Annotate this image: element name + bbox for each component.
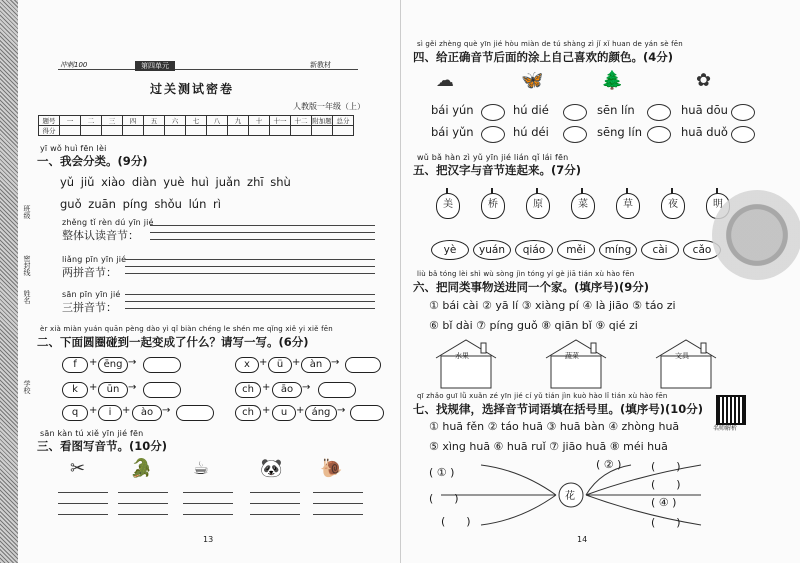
qr-code[interactable] bbox=[716, 395, 746, 425]
q6-options-line2: ⑥ bǐ dài ⑦ píng guǒ ⑧ qiān bǐ ⑨ qié zi bbox=[429, 319, 638, 332]
q1-pinyin: yī wǒ huì fēn lèi bbox=[40, 144, 107, 153]
syllable-oval[interactable]: cǎo bbox=[683, 240, 721, 260]
score-table-header: 九 bbox=[228, 116, 249, 126]
writing-line[interactable] bbox=[118, 514, 168, 515]
q4-syllable: hú dié bbox=[513, 103, 549, 117]
score-table-header: 题号 bbox=[39, 116, 60, 126]
score-cell[interactable] bbox=[60, 126, 81, 136]
syllable-oval[interactable]: míng bbox=[599, 240, 637, 260]
house-box[interactable] bbox=[541, 338, 611, 390]
writing-line[interactable] bbox=[118, 503, 168, 504]
q7-title: 七、找规律，选择音节词语填在括号里。(填序号)(10分) bbox=[413, 402, 704, 416]
q2-circle: ēng bbox=[98, 357, 128, 373]
score-cell[interactable] bbox=[123, 126, 144, 136]
house-label: 蔬菜 bbox=[565, 352, 579, 360]
score-table-header: 七 bbox=[186, 116, 207, 126]
writing-line[interactable] bbox=[250, 492, 300, 493]
score-table-header: 附加题 bbox=[312, 117, 332, 125]
q2-circle: āo bbox=[272, 382, 302, 398]
score-table-header: 总分 bbox=[333, 116, 354, 126]
binding-label-name: 姓名 bbox=[23, 290, 31, 304]
score-cell[interactable] bbox=[186, 126, 207, 136]
q7-blank[interactable]: ( ) bbox=[441, 515, 471, 528]
flower-icon: ✿ bbox=[696, 70, 712, 91]
seal-stamp bbox=[712, 190, 800, 280]
edition-label: 新教材 bbox=[310, 61, 331, 69]
writing-line[interactable] bbox=[58, 514, 108, 515]
q6-title: 六、把同类事物送进同一个家。(填序号)(9分) bbox=[413, 280, 650, 294]
q7-blank[interactable]: ( ) bbox=[651, 478, 681, 491]
syllable-oval[interactable]: měi bbox=[557, 240, 595, 260]
house-box[interactable] bbox=[651, 338, 721, 390]
syllable-oval[interactable]: yuán bbox=[473, 240, 511, 260]
q4-pinyin: sì gěi zhèng què yīn jié hòu miàn de tú shàng zì jǐ xǐ huan de yán sè fēn bbox=[417, 40, 683, 48]
q4-syllable: bái yǔn bbox=[431, 125, 474, 139]
apple-char[interactable]: 夜 bbox=[661, 193, 685, 219]
score-table-header: 十一 bbox=[270, 116, 291, 126]
syllable-oval[interactable]: cài bbox=[641, 240, 679, 260]
q2-circle: ūn bbox=[98, 382, 128, 398]
q7-options-line1: ① huā fěn ② táo huā ③ huā bàn ④ zhòng huā bbox=[429, 420, 680, 433]
q2-answer-blank[interactable] bbox=[176, 405, 214, 421]
writing-line[interactable] bbox=[313, 503, 363, 504]
house-label: 文具 bbox=[675, 352, 689, 360]
q1-cat1-pinyin: zhěng tǐ rèn dú yīn jié bbox=[62, 218, 154, 227]
score-cell[interactable] bbox=[165, 126, 186, 136]
binding-label-school: 学校 bbox=[23, 380, 31, 394]
writing-line[interactable] bbox=[313, 492, 363, 493]
unit-label: 第四单元 bbox=[135, 61, 175, 71]
q6-pinyin: liù bǎ tóng lèi shì wù sòng jìn tóng yí gè jiā tián xù hào fēn bbox=[417, 270, 635, 278]
q4-syllable: huā dōu bbox=[681, 103, 728, 117]
cloud-checkbox[interactable] bbox=[563, 104, 587, 121]
score-table-header: 一 bbox=[60, 116, 81, 126]
q7-blank-filled[interactable]: ( ② ) bbox=[596, 458, 622, 471]
writing-line[interactable] bbox=[118, 492, 168, 493]
q2-circle: x bbox=[235, 357, 259, 373]
apple-char[interactable]: 美 bbox=[436, 193, 460, 219]
score-cell[interactable] bbox=[249, 126, 270, 136]
crocodile-icon: 🐊 bbox=[130, 458, 153, 479]
score-cell[interactable] bbox=[102, 126, 123, 136]
score-table-header: 三 bbox=[102, 116, 123, 126]
house-box[interactable] bbox=[431, 338, 501, 390]
score-table-header: 十二 bbox=[291, 116, 312, 126]
score-cell[interactable] bbox=[81, 126, 102, 136]
q2-title: 二、下面圆圈碰到一起变成了什么？请写一写。(6分) bbox=[37, 335, 309, 349]
writing-line[interactable] bbox=[250, 503, 300, 504]
q3-title: 三、看图写音节。(10分) bbox=[37, 439, 168, 453]
score-table-header: 六 bbox=[165, 116, 186, 126]
q2-circle: ào bbox=[132, 405, 162, 421]
apple-char[interactable]: 桥 bbox=[481, 193, 505, 219]
cloud-checkbox[interactable] bbox=[481, 126, 505, 143]
cloud-icon: ☁ bbox=[436, 70, 454, 91]
score-cell[interactable] bbox=[312, 126, 333, 136]
score-table-header: 四 bbox=[123, 116, 144, 126]
q2-answer-blank[interactable] bbox=[143, 357, 181, 373]
q2-circle: k bbox=[62, 382, 88, 398]
q2-circle: ü bbox=[268, 357, 292, 373]
left-page: 班级 密封线 姓名 学校 冲刺100 第四单元 新教材 过关测试密卷 人教版一年级（上） 题号 一 二 三 四 五 六 七 八 九 十 十一 十二 附加题 总分 得分 yī wǒ huì fēn lèi 一、我会分类。(9分) yǔ jiǔ xiào diàn yuè huì juǎn zhī shù guǒ zuān píng shǒu lún rì zhěng tǐ rèn dú yīn jié 整体认读音节： liǎng pīn yīn jié 两拼音节： sān pīn yīn jié 三拼音节： èr xià miàn yuán quān pèng dào yì qǐ biàn chéng le shén me qǐng xiě yi xiě fēn 二、下面圆圈碰到一起变成了什么？请写一写。(6分) f + ēng → k + ūn → q + i + ào → x + ü + àn → ch + āo → ch + u + áng → sān kàn tú xiě yīn jié fēn 三、看图写音节。(10分) ✂ 🐊 ☕ 🐼 🐌 13 bbox=[0, 0, 400, 563]
forest-icon: 🌲 bbox=[601, 70, 624, 91]
q7-blank-filled[interactable]: ( ① ) bbox=[429, 466, 455, 479]
cloud-checkbox[interactable] bbox=[563, 126, 587, 143]
q7-blank[interactable]: ( ) bbox=[651, 516, 681, 529]
q1-cat3-label: 三拼音节： bbox=[62, 301, 117, 314]
writing-line[interactable] bbox=[183, 503, 233, 504]
writing-line[interactable] bbox=[58, 492, 108, 493]
writing-line[interactable] bbox=[313, 514, 363, 515]
q4-syllable: sēn lín bbox=[597, 103, 635, 117]
score-table-header: 八 bbox=[207, 116, 228, 126]
q2-pinyin: èr xià miàn yuán quān pèng dào yì qǐ biàn chéng le shén me qǐng xiě yi xiě fēn bbox=[40, 325, 333, 333]
q7-blank[interactable]: ( ) bbox=[429, 492, 459, 505]
q2-answer-blank[interactable] bbox=[143, 382, 181, 398]
q4-syllable: bái yún bbox=[431, 103, 474, 117]
score-cell[interactable] bbox=[333, 126, 354, 136]
writing-line[interactable] bbox=[250, 514, 300, 515]
cloud-checkbox[interactable] bbox=[731, 126, 755, 143]
q2-answer-blank[interactable] bbox=[318, 382, 356, 398]
q1-cat2-pinyin: liǎng pīn yīn jié bbox=[62, 255, 127, 264]
score-cell[interactable] bbox=[270, 126, 291, 136]
right-page bbox=[400, 0, 800, 563]
q2-answer-blank[interactable] bbox=[345, 357, 381, 373]
q4-syllable: huā duǒ bbox=[681, 125, 728, 139]
score-table-header: 二 bbox=[81, 116, 102, 126]
q2-answer-blank[interactable] bbox=[350, 405, 384, 421]
q3-pinyin: sān kàn tú xiě yīn jié fēn bbox=[40, 429, 144, 438]
cloud-checkbox[interactable] bbox=[731, 104, 755, 121]
score-cell[interactable] bbox=[207, 126, 228, 136]
q7-pinyin: qī zhǎo guī lǜ xuǎn zé yīn jié cí yǔ tián jìn kuò hào lǐ tián xù hào fēn bbox=[417, 392, 668, 400]
q1-cat3-pinyin: sān pīn yīn jié bbox=[62, 290, 121, 299]
binding-label-seal: 密封线 bbox=[23, 255, 31, 276]
apple-char[interactable]: 明 bbox=[706, 193, 730, 219]
score-table-header: 五 bbox=[144, 116, 165, 126]
apple-char[interactable]: 菜 bbox=[571, 193, 595, 219]
q7-blank-filled[interactable]: ( ④ ) bbox=[651, 496, 677, 509]
apple-char[interactable]: 草 bbox=[616, 193, 640, 219]
q4-syllable: hú déi bbox=[513, 125, 549, 139]
score-table-header: 十 bbox=[249, 116, 270, 126]
scissors-icon: ✂ bbox=[70, 458, 86, 479]
qr-label: 名师解析 bbox=[713, 425, 738, 432]
q4-syllable: sēng lín bbox=[597, 125, 642, 139]
q4-title: 四、给正确音节后面的涂上自己喜欢的颜色。(4分) bbox=[413, 50, 674, 64]
score-cell[interactable] bbox=[144, 126, 165, 136]
writing-line[interactable] bbox=[58, 503, 108, 504]
q7-center-char: 花 bbox=[565, 491, 575, 502]
score-cell[interactable] bbox=[291, 126, 312, 136]
score-cell[interactable] bbox=[228, 126, 249, 136]
panda-icon: 🐼 bbox=[260, 458, 283, 479]
q6-options-line1: ① bái cài ② yā lí ③ xiàng pí ④ là jiāo ⑤ táo zi bbox=[429, 299, 676, 312]
q1-cat2-label: 两拼音节： bbox=[62, 266, 117, 279]
q5-title: 五、把汉字与音节连起来。(7分) bbox=[413, 163, 582, 177]
q7-blank[interactable]: ( ) bbox=[651, 460, 681, 473]
q2-circle: ch bbox=[235, 382, 261, 398]
score-cell[interactable]: 得分 bbox=[39, 126, 60, 136]
q2-circle: i bbox=[98, 405, 122, 421]
apple-char[interactable]: 原 bbox=[526, 193, 550, 219]
house-label: 水果 bbox=[455, 352, 469, 360]
cup-icon: ☕ bbox=[193, 458, 210, 479]
binding-strip bbox=[0, 0, 18, 563]
q1-cat1-label: 整体认读音节： bbox=[62, 229, 139, 242]
q7-options-line2: ⑤ xìng huā ⑥ huā ruǐ ⑦ jiāo huā ⑧ méi huā bbox=[429, 440, 668, 453]
q2-circle: q bbox=[62, 405, 88, 421]
page-number-right: 14 bbox=[577, 535, 588, 544]
syllable-oval[interactable]: qiáo bbox=[515, 240, 553, 260]
q5-pinyin: wǔ bǎ hàn zì yǔ yīn jié lián qǐ lái fēn bbox=[417, 153, 569, 162]
q2-circle: ch bbox=[235, 405, 261, 421]
snail-icon: 🐌 bbox=[320, 458, 343, 479]
writing-line[interactable] bbox=[183, 514, 233, 515]
butterfly-icon: 🦋 bbox=[521, 70, 544, 91]
cloud-checkbox[interactable] bbox=[647, 126, 671, 143]
binding-label-class: 班级 bbox=[23, 205, 31, 219]
brand-logo: 冲刺100 bbox=[60, 61, 88, 69]
page-number-left: 13 bbox=[203, 535, 214, 544]
grade-label: 人教版一年级（上） bbox=[293, 102, 365, 111]
q2-circle: áng bbox=[305, 405, 337, 421]
q1-words-line1: yǔ jiǔ xiào diàn yuè huì juǎn zhī shù bbox=[60, 175, 291, 189]
q2-circle: u bbox=[272, 405, 296, 421]
syllable-oval[interactable]: yè bbox=[431, 240, 469, 260]
page-title: 过关测试密卷 bbox=[150, 82, 235, 96]
q1-title: 一、我会分类。(9分) bbox=[37, 154, 148, 168]
writing-line[interactable] bbox=[183, 492, 233, 493]
score-table bbox=[38, 115, 354, 136]
cloud-checkbox[interactable] bbox=[481, 104, 505, 121]
q1-words-line2: guǒ zuān píng shǒu lún rì bbox=[60, 197, 221, 211]
q2-circle: àn bbox=[301, 357, 331, 373]
q2-circle: f bbox=[62, 357, 88, 373]
cloud-checkbox[interactable] bbox=[647, 104, 671, 121]
